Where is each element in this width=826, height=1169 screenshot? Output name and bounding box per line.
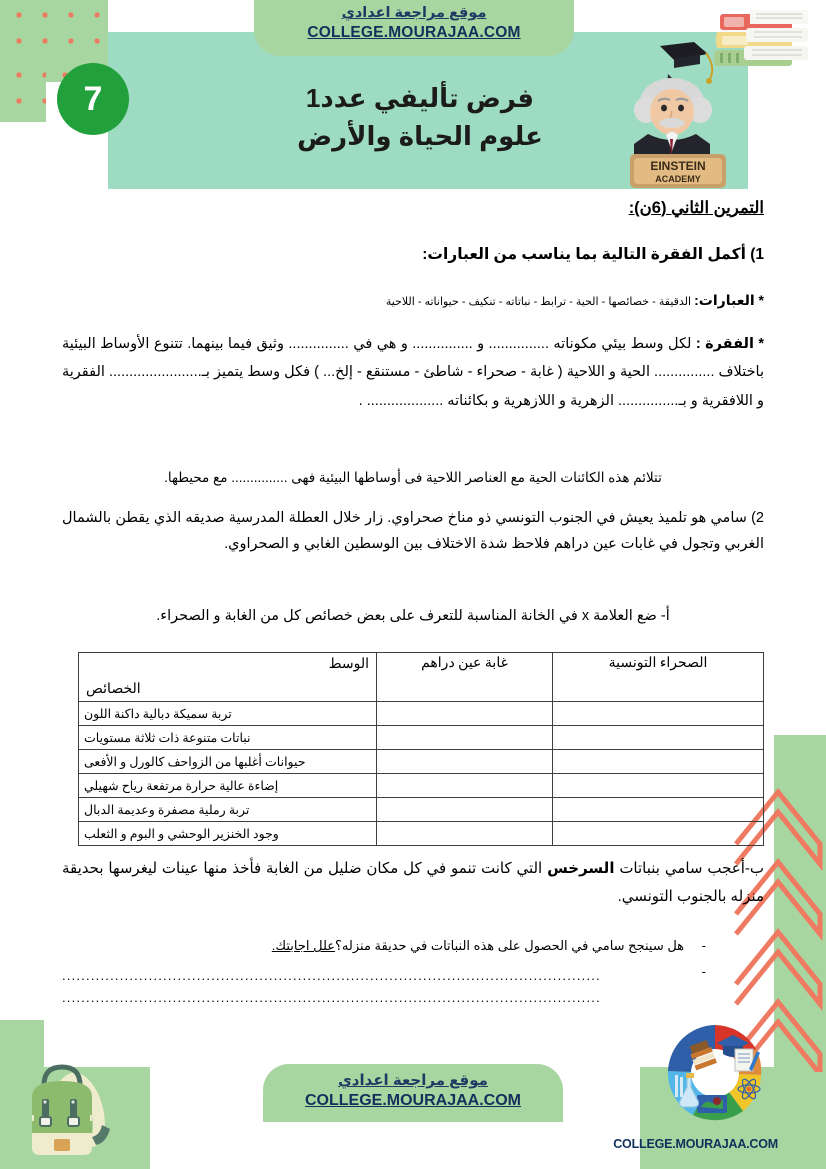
- bullet-dash: -: [701, 938, 706, 953]
- header-characteristics-label: الخصائص: [86, 682, 141, 697]
- cell-forest-check[interactable]: [377, 798, 553, 822]
- question-2-text: 2) سامي هو تلميذ يعيش في الجنوب التونسي ذو مناخ صحراوي. زار خلال العطلة المدرسية صديقه الذي يقطن بالشمال الغربي وتجول في غابات عين دراهم فلاحظ شدة الاختلاف بين الوسطين الغابي و الصحراوي.: [62, 510, 764, 553]
- page-number-badge: 7: [57, 63, 129, 135]
- answer-dotted-line[interactable]: ................................................................................................................: [62, 968, 601, 983]
- table-header-row: [79, 653, 764, 702]
- cell-characteristic: تربة رملية مصفرة وعديمة الدبال: [79, 798, 377, 822]
- green-strip-right: [774, 735, 826, 1069]
- cell-forest-check[interactable]: [377, 702, 553, 726]
- header-medium-label: الوسط: [328, 657, 369, 672]
- paragraph-line-0: لكل وسط بيئي مكوناته ............... و ............... و هي في ............... وثيق: [256, 336, 692, 352]
- title-line-2: علوم الحياة والأرض: [297, 120, 543, 151]
- svg-text:ACADEMY: ACADEMY: [655, 174, 701, 184]
- paragraph-line-3: الزهرية و اللازهرية و بكائناته ................... .: [358, 392, 614, 409]
- bullet-question-text: هل سينجح سامي في الحصول على هذه النباتات في حديقة منزله؟: [335, 938, 685, 953]
- footer-brand-tab: [263, 1064, 563, 1122]
- cell-characteristic: حيوانات أغلبها من الزواحف كالورل و الأفعى: [79, 750, 377, 774]
- exercise-heading: التمرين الثاني (6ن):: [628, 199, 764, 217]
- brand-arabic-label: موقع مراجعة اعدادي: [341, 5, 487, 21]
- phrases-label: * العبارات:: [694, 292, 764, 308]
- backpack-icon: [14, 1049, 134, 1161]
- phrases-line: [386, 292, 764, 309]
- dot-pattern-top-left: [0, 0, 108, 58]
- table-row: [79, 702, 764, 726]
- section-b-text: [62, 855, 764, 911]
- cell-characteristic: نباتات متنوعة ذات ثلاثة مستويات: [79, 726, 377, 750]
- phrases-value: الدقيقة - خصائصها - الحية - ترابط - نباتاته - تنكيف - حيواناته - اللاحية: [385, 296, 692, 308]
- section-b-after: التي كانت تنمو في كل مكان ضليل من الغابة فأخذ منها عينات ليغرسها بحديقة منزله بالجنوب التونسي.: [62, 860, 764, 905]
- cell-forest-check[interactable]: [377, 774, 553, 798]
- table-row: [79, 774, 764, 798]
- cell-forest-check[interactable]: [377, 726, 553, 750]
- stacked-books-icon: [710, 6, 818, 80]
- title-line-1: فرض تأليفي عدد1: [305, 83, 535, 113]
- question-1-label: 1) أكمل الفقرة التالية بما يناسب من العبارات:: [422, 246, 764, 263]
- cell-forest-check[interactable]: [377, 750, 553, 774]
- cell-desert-check[interactable]: [553, 774, 764, 798]
- table-head: [79, 653, 764, 702]
- cell-desert-check[interactable]: [553, 798, 764, 822]
- paragraph-line-2: - مستنقع - إلخ... ) فكل وسط يتميز بـ....................... الفقرية و اللافقرية و بـ...............: [62, 364, 764, 409]
- characteristics-table: [78, 652, 764, 846]
- cell-characteristic: إضاءة عالية حرارة مرتفعة رياح شهيلي: [79, 774, 377, 798]
- question-2a-text: أ- ضع العلامة x في الخانة المناسبة للتعرف على بعض خصائص كل من الغابة و الصحراء.: [156, 608, 670, 624]
- cell-desert-check[interactable]: [553, 822, 764, 846]
- paragraph-closing-line: تتلائم هذه الكائنات الحية مع العناصر اللاحية فى أوساطها البيئية فهى ............... مع محيطها.: [164, 470, 662, 485]
- bullet-underlined-text: علل اجابتك.: [271, 938, 336, 953]
- paragraph-label: * الفقرة :: [695, 336, 765, 352]
- table-body: [79, 702, 764, 846]
- brand-url-label: COLLEGE.MOURAJAA.COM: [307, 24, 521, 41]
- page-title: [220, 80, 620, 155]
- table-row: [79, 822, 764, 846]
- watermark-url: COLLEGE.MOURAJAA.COM: [613, 1137, 778, 1151]
- dot-pattern-left: [0, 58, 46, 122]
- table-row: [79, 798, 764, 822]
- header-brand-tab: [254, 0, 574, 56]
- fill-in-paragraph: [62, 330, 764, 415]
- column-header-forest: غابة عين دراهم: [377, 653, 553, 702]
- section-b-bold-word: السرخس: [547, 860, 615, 877]
- column-header-split: [79, 653, 377, 702]
- table-row: [79, 726, 764, 750]
- characteristics-table-wrapper: [78, 652, 764, 846]
- svg-text:EINSTEIN: EINSTEIN: [650, 159, 706, 173]
- footer-brand-url-label: COLLEGE.MOURAJAA.COM: [305, 1092, 521, 1109]
- cell-forest-check[interactable]: [377, 822, 553, 846]
- column-header-desert: الصحراء التونسية: [553, 653, 764, 702]
- section-b-before: ب-أعجب سامي بنباتات: [614, 860, 764, 877]
- cell-characteristic: تربة سميكة دبالية داكنة اللون: [79, 702, 377, 726]
- education-wheel-logo: [661, 1019, 769, 1127]
- paragraph-line-1: فيما بينهما. تتنوع الأوساط البيئية باختلاف ............... الحية و اللاحية ( غابة - صحراء - شاطئ: [62, 336, 765, 381]
- answer-dash: -: [701, 964, 706, 979]
- cell-desert-check[interactable]: [553, 726, 764, 750]
- answer-dotted-line[interactable]: ................................................................................................................: [62, 990, 601, 1005]
- cell-desert-check[interactable]: [553, 702, 764, 726]
- footer-brand-arabic-label: موقع مراجعة اعدادي: [338, 1072, 488, 1089]
- table-row: [79, 750, 764, 774]
- cell-desert-check[interactable]: [553, 750, 764, 774]
- cell-characteristic: وجود الخنزير الوحشي و البوم و الثعلب: [79, 822, 377, 846]
- section-b-question: [120, 938, 706, 954]
